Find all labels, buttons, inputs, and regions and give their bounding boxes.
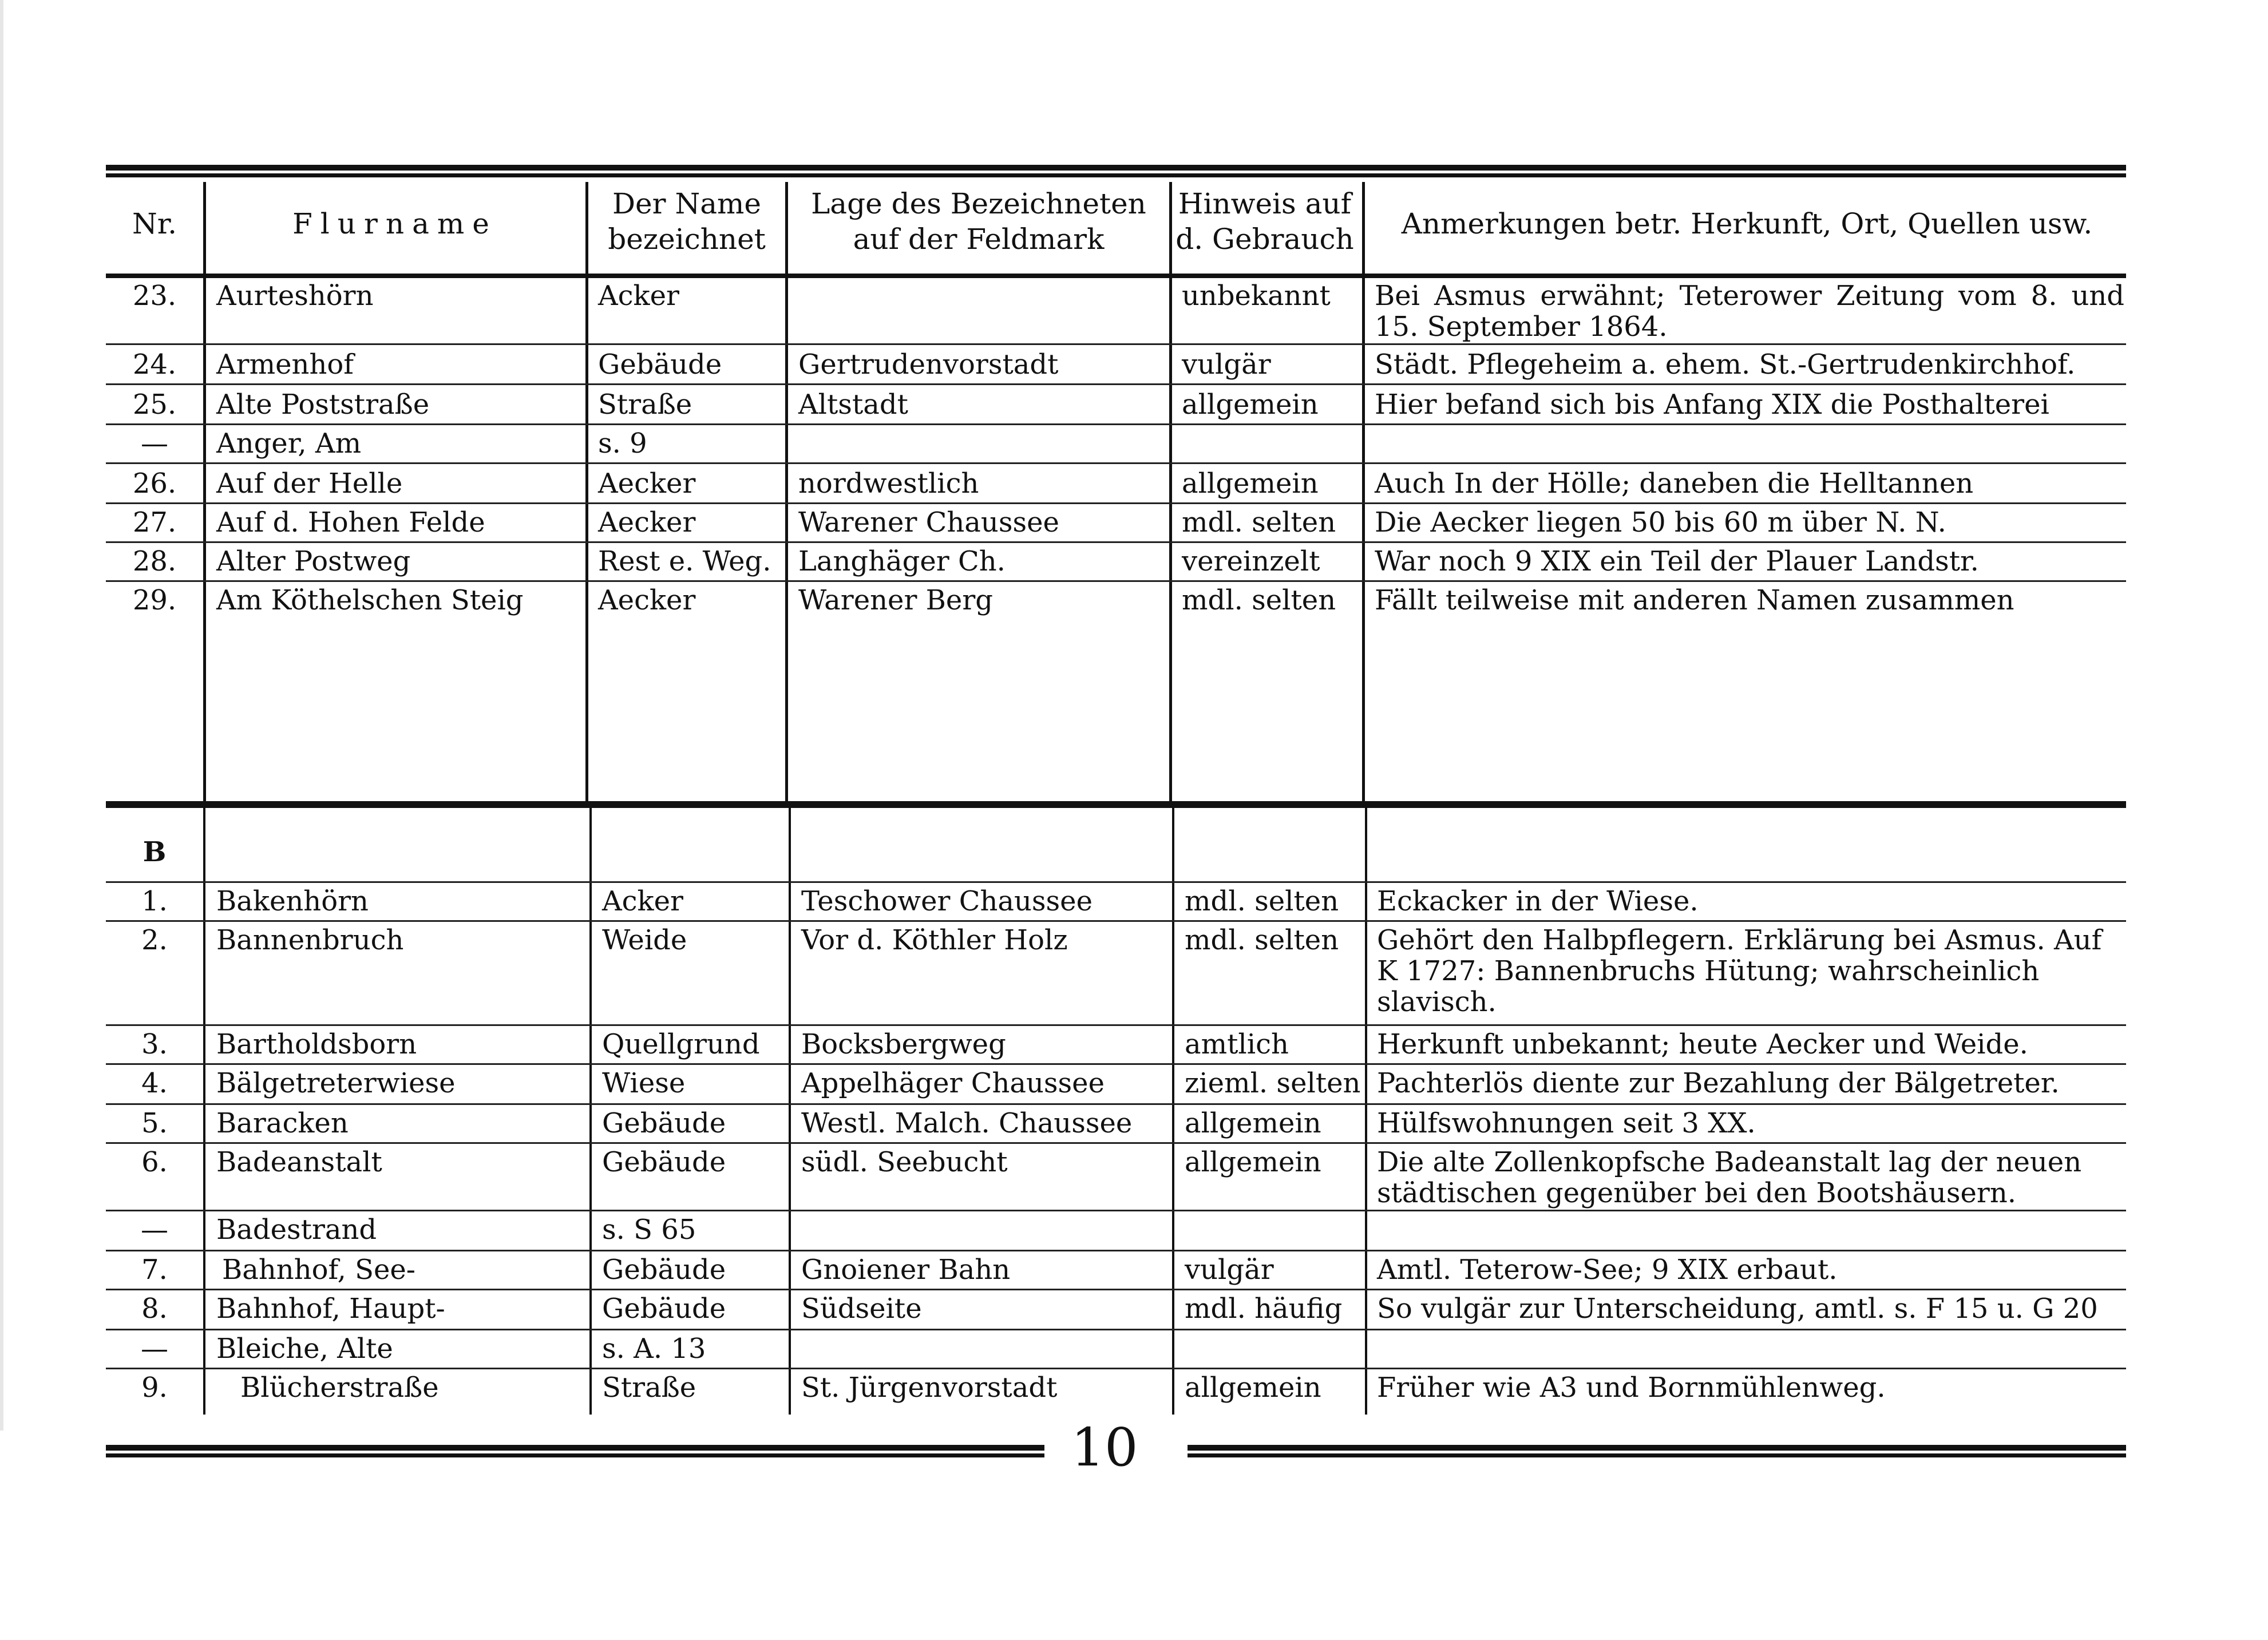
cell-anmerkungen: Herkunft unbekannt; heute Aecker und Weide. <box>1377 1028 2028 1060</box>
row-rule <box>106 1024 2126 1026</box>
cell-nr: 28. <box>132 545 177 577</box>
cell-nr: 5. <box>141 1107 168 1139</box>
cell-flurname: Badeanstalt <box>216 1146 382 1178</box>
cell-lage: Teschower Chaussee <box>801 885 1093 917</box>
cell-anmerkungen: Pachterlös diente zur Bezahlung der Bälgetreter. <box>1377 1067 2060 1099</box>
col-divider <box>1172 808 1174 1415</box>
cell-bezeichnet: Rest e. Weg. <box>598 545 771 577</box>
row-rule <box>106 881 2126 883</box>
bottom-rule-right <box>1188 1445 2126 1457</box>
row-rule <box>106 1210 2126 1211</box>
cell-hinweis: mdl. häufig <box>1185 1293 1343 1325</box>
cell-hinweis: mdl. selten <box>1185 885 1339 917</box>
row-rule <box>106 502 2126 504</box>
cell-bezeichnet: Straße <box>602 1372 696 1404</box>
col-divider <box>1169 182 1172 807</box>
row-rule <box>106 1289 2126 1290</box>
cell-bezeichnet: s. A. 13 <box>602 1333 706 1365</box>
cell-flurname: Baracken <box>216 1107 349 1139</box>
cell-flurname: Aurteshörn <box>216 280 374 312</box>
cell-bezeichnet: s. 9 <box>598 427 647 459</box>
row-rule <box>106 462 2126 464</box>
cell-anmerkungen: Städt. Pflegeheim a. ehem. St.-Gertrudenkirchhof. <box>1375 348 2076 381</box>
col-divider <box>789 808 791 1415</box>
cell-lage: Gnoiener Bahn <box>801 1254 1011 1286</box>
cell-hinweis: zieml. selten <box>1185 1067 1361 1099</box>
cell-lage: nordwestlich <box>798 468 979 500</box>
cell-nr: 2. <box>141 924 168 956</box>
cell-hinweis: mdl. selten <box>1185 924 1339 956</box>
col-divider <box>203 182 206 807</box>
cell-flurname: Alter Postweg <box>216 545 411 577</box>
header-rule <box>106 274 2126 278</box>
cell-bezeichnet: Gebäude <box>602 1254 726 1286</box>
cell-hinweis: allgemein <box>1185 1107 1321 1139</box>
cell-nr: 1. <box>141 885 168 917</box>
cell-anmerkungen: Auch In der Hölle; daneben die Helltannen <box>1375 468 1974 500</box>
cell-nr: — <box>141 1333 168 1365</box>
cell-lage: Warener Berg <box>798 584 994 616</box>
cell-flurname: Bälgetreterwiese <box>216 1067 456 1099</box>
cell-lage: Altstadt <box>798 389 908 421</box>
cell-nr: 7. <box>141 1254 168 1286</box>
section-letter: B <box>143 836 167 868</box>
cell-anmerkungen: War noch 9 XIX ein Teil der Plauer Landstr. <box>1375 545 1979 577</box>
cell-lage: Gertrudenvorstadt <box>798 348 1059 381</box>
cell-anmerkungen: Die Aecker liegen 50 bis 60 m über N. N. <box>1375 506 1946 538</box>
row-rule <box>106 920 2126 922</box>
col-divider <box>585 182 588 807</box>
col-divider <box>1365 808 1367 1415</box>
cell-anmerkungen: So vulgär zur Unterscheidung, amtl. s. F 15 u. G 20 <box>1377 1293 2098 1325</box>
header-lage: Lage des Bezeichneten auf der Feldmark <box>811 187 1146 256</box>
row-rule <box>106 1368 2126 1369</box>
cell-flurname: Bahnhof, Haupt- <box>216 1293 445 1325</box>
cell-anmerkungen: Hier befand sich bis Anfang XIX die Posthalterei <box>1375 389 2049 421</box>
cell-bezeichnet: Gebäude <box>602 1107 726 1139</box>
cell-flurname: Bakenhörn <box>216 885 369 917</box>
col-divider <box>785 182 788 807</box>
cell-nr: 27. <box>132 506 177 538</box>
cell-bezeichnet: Gebäude <box>602 1293 726 1325</box>
cell-anmerkungen: Früher wie A3 und Bornmühlenweg. <box>1377 1372 1886 1404</box>
row-rule <box>106 383 2126 385</box>
section-separator <box>106 801 2126 808</box>
cell-hinweis: amtlich <box>1185 1028 1289 1060</box>
cell-flurname: Am Köthelschen Steig <box>216 584 524 616</box>
cell-bezeichnet: Aecker <box>598 584 696 616</box>
row-rule <box>106 580 2126 582</box>
cell-nr: 25. <box>132 389 177 421</box>
cell-bezeichnet: Gebäude <box>598 348 722 381</box>
cell-nr: — <box>141 1214 168 1246</box>
cell-nr: — <box>141 427 168 459</box>
cell-flurname: Bleiche, Alte <box>216 1333 393 1365</box>
cell-flurname: Alte Poststraße <box>216 389 430 421</box>
cell-flurname: Blücherstraße <box>240 1372 439 1404</box>
cell-flurname: Bahnhof, See- <box>222 1254 416 1286</box>
cell-hinweis: allgemein <box>1185 1146 1321 1178</box>
cell-lage: Appelhäger Chaussee <box>801 1067 1105 1099</box>
row-rule <box>106 423 2126 425</box>
cell-anmerkungen: Hülfswohnungen seit 3 XX. <box>1377 1107 1756 1139</box>
cell-flurname: Auf d. Hohen Felde <box>216 506 485 538</box>
cell-flurname: Armenhof <box>216 348 354 381</box>
cell-bezeichnet: Weide <box>602 924 687 956</box>
row-rule <box>106 1103 2126 1105</box>
cell-lage: St. Jürgenvorstadt <box>801 1372 1058 1404</box>
cell-lage: Warener Chaussee <box>798 506 1059 538</box>
cell-nr: 26. <box>132 468 177 500</box>
cell-flurname: Badestrand <box>216 1214 377 1246</box>
row-rule <box>106 1063 2126 1065</box>
cell-bezeichnet: Quellgrund <box>602 1028 760 1060</box>
cell-bezeichnet: Aecker <box>598 468 696 500</box>
cell-flurname: Bartholdsborn <box>216 1028 417 1060</box>
col-divider <box>203 808 205 1415</box>
cell-bezeichnet: Gebäude <box>602 1146 726 1178</box>
scan-edge <box>0 0 3 1431</box>
cell-anmerkungen: Fällt teilweise mit anderen Namen zusammen <box>1375 584 2014 616</box>
cell-hinweis: allgemein <box>1182 389 1319 421</box>
col-divider <box>1362 182 1365 807</box>
cell-hinweis: mdl. selten <box>1182 584 1336 616</box>
row-rule <box>106 1329 2126 1330</box>
cell-flurname: Bannenbruch <box>216 924 404 956</box>
header-flurname: Flurname <box>292 207 497 240</box>
header-hinweis: Hinweis auf d. Gebrauch <box>1175 187 1354 256</box>
cell-nr: 3. <box>141 1028 168 1060</box>
cell-nr: 24. <box>132 348 177 381</box>
cell-anmerkungen: Die alte Zollenkopfsche Badeanstalt lag der neuen städtischen gegenüber bei den Bootshäusern. <box>1377 1146 2082 1209</box>
cell-nr: 9. <box>141 1372 168 1404</box>
header-nr: Nr. <box>132 207 177 240</box>
cell-anmerkungen: Amtl. Teterow-See; 9 XIX erbaut. <box>1377 1254 1838 1286</box>
row-rule <box>106 541 2126 543</box>
top-rule <box>106 165 2126 177</box>
cell-nr: 23. <box>132 280 177 312</box>
cell-hinweis: mdl. selten <box>1182 506 1336 538</box>
cell-lage: südl. Seebucht <box>801 1146 1008 1178</box>
cell-lage: Vor d. Köthler Holz <box>801 924 1068 956</box>
cell-hinweis: allgemein <box>1182 468 1319 500</box>
cell-anmerkungen: Eckacker in der Wiese. <box>1377 885 1699 917</box>
cell-flurname: Anger, Am <box>216 427 362 459</box>
bottom-rule-left <box>106 1445 1044 1457</box>
cell-lage: Westl. Malch. Chaussee <box>801 1107 1133 1139</box>
cell-bezeichnet: Straße <box>598 389 692 421</box>
cell-nr: 29. <box>132 584 177 616</box>
header-bezeichnet: Der Name bezeichnet <box>608 187 766 256</box>
cell-bezeichnet: s. S 65 <box>602 1214 696 1246</box>
cell-bezeichnet: Wiese <box>602 1067 686 1099</box>
cell-flurname: Auf der Helle <box>216 468 403 500</box>
cell-bezeichnet: Acker <box>602 885 683 917</box>
cell-nr: 8. <box>141 1293 168 1325</box>
cell-lage: Bocksbergweg <box>801 1028 1006 1060</box>
cell-lage: Langhäger Ch. <box>798 545 1006 577</box>
cell-hinweis: allgemein <box>1185 1372 1321 1404</box>
header-anmerkungen: Anmerkungen betr. Herkunft, Ort, Quellen usw. <box>1401 207 2093 240</box>
cell-nr: 4. <box>141 1067 168 1099</box>
row-rule <box>106 1250 2126 1251</box>
col-divider <box>589 808 592 1415</box>
cell-anmerkungen: Gehört den Halbpflegern. Erklärung bei Asmus. Auf K 1727: Bannenbruchs Hütung; wahrscheinlich slavisch. <box>1377 924 2102 1018</box>
cell-hinweis: unbekannt <box>1182 280 1331 312</box>
cell-anmerkungen: Bei Asmus erwähnt; Teterower Zeitung vom 8. und 15. September 1864. <box>1375 280 2124 343</box>
cell-bezeichnet: Aecker <box>598 506 696 538</box>
cell-nr: 6. <box>141 1146 168 1178</box>
page-number: 10 <box>1071 1417 1138 1478</box>
row-rule <box>106 1142 2126 1144</box>
cell-hinweis: vulgär <box>1182 348 1271 381</box>
cell-hinweis: vulgär <box>1185 1254 1274 1286</box>
row-rule <box>106 343 2126 345</box>
cell-bezeichnet: Acker <box>598 280 679 312</box>
cell-hinweis: vereinzelt <box>1182 545 1320 577</box>
cell-lage: Südseite <box>801 1293 922 1325</box>
